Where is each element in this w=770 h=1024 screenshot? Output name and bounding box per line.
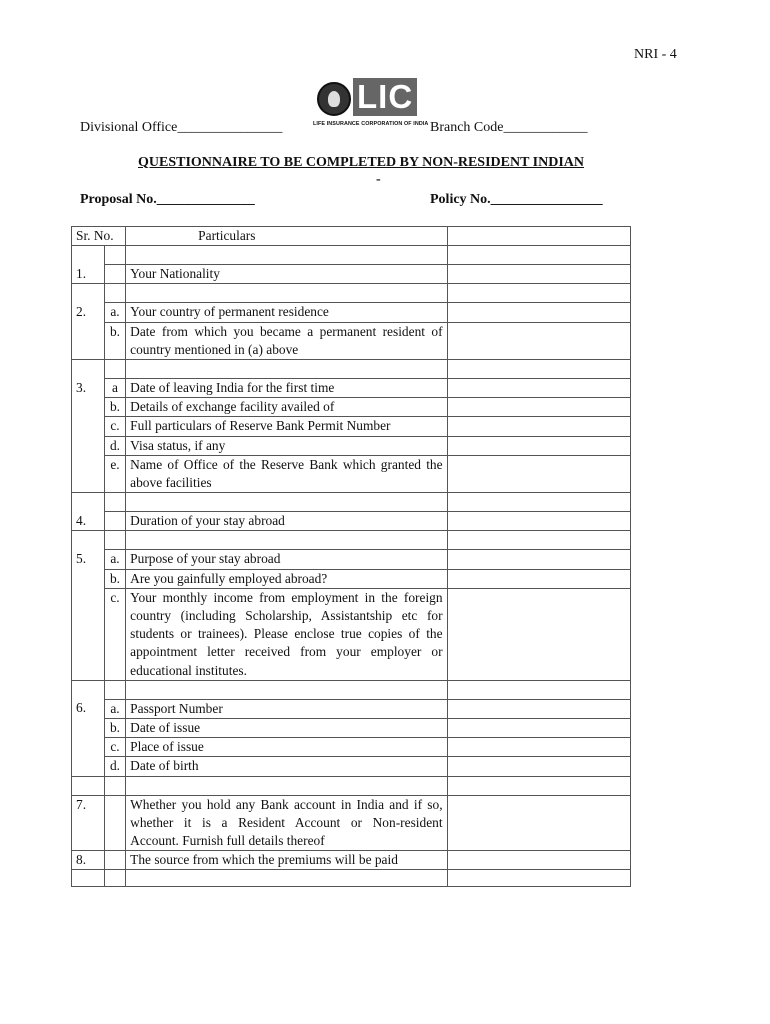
logo-subtitle: LIFE INSURANCE CORPORATION OF INDIA — [313, 121, 429, 127]
spacer-cell — [126, 531, 447, 550]
answer-cell[interactable] — [447, 455, 630, 492]
policy-no-field[interactable]: Policy No.________________ — [430, 192, 603, 207]
sub-label-cell: a. — [104, 550, 125, 569]
spacer-cell — [126, 246, 447, 265]
question-cell: Your monthly income from employment in the foreign country (including Scholarship, Assistantship etc for students or trainees). Please enclose true copies of the appointment letter received from your employer or educational institutes. — [126, 588, 447, 680]
lic-logo — [313, 78, 429, 134]
sub-label-cell: b. — [104, 569, 125, 588]
spacer-cell — [447, 531, 630, 550]
spacer-cell — [126, 360, 447, 379]
spacer-cell — [447, 246, 630, 265]
sub-label-cell: d. — [104, 436, 125, 455]
header-particulars: Particulars — [126, 227, 447, 246]
divisional-office-field[interactable]: Divisional Office_______________ — [80, 120, 283, 135]
sub-label-cell: a. — [104, 303, 125, 322]
answer-cell[interactable] — [447, 588, 630, 680]
spacer-cell — [104, 680, 125, 699]
answer-cell[interactable] — [447, 738, 630, 757]
spacer-cell — [447, 360, 630, 379]
sub-label-cell: c. — [104, 588, 125, 680]
table-row — [72, 757, 631, 776]
end-cell — [126, 870, 447, 887]
spacer-cell — [104, 776, 125, 795]
sub-label-cell: b. — [104, 398, 125, 417]
sub-label-cell: b. — [104, 322, 125, 359]
spacer-row — [72, 493, 631, 512]
sr-no-cell: 6. — [72, 699, 105, 776]
end-cell — [72, 870, 105, 887]
title-dash: - — [376, 172, 381, 187]
spacer-cell — [447, 493, 630, 512]
table-row — [72, 379, 631, 398]
question-cell: The source from which the premiums will be paid — [126, 851, 447, 870]
spacer-row — [72, 284, 631, 303]
spacer-cell — [126, 680, 447, 699]
sub-label-cell: a — [104, 379, 125, 398]
answer-cell[interactable] — [447, 303, 630, 322]
answer-cell[interactable] — [447, 757, 630, 776]
spacer-cell — [126, 776, 447, 795]
question-cell: Date of issue — [126, 719, 447, 738]
spacer-cell — [72, 531, 105, 550]
answer-cell[interactable] — [447, 569, 630, 588]
question-cell: Details of exchange facility availed of — [126, 398, 447, 417]
spacer-cell — [447, 284, 630, 303]
answer-cell[interactable] — [447, 436, 630, 455]
question-cell: Visa status, if any — [126, 436, 447, 455]
table-row — [72, 550, 631, 569]
spacer-cell — [126, 284, 447, 303]
spacer-cell — [104, 493, 125, 512]
spacer-row — [72, 680, 631, 699]
table-row — [72, 738, 631, 757]
sub-label-cell — [104, 851, 125, 870]
table-row — [72, 699, 631, 718]
table-end-row — [72, 870, 631, 887]
spacer-cell — [104, 360, 125, 379]
question-cell: Purpose of your stay abroad — [126, 550, 447, 569]
table-row — [72, 512, 631, 531]
question-cell: Your Nationality — [126, 265, 447, 284]
sub-label-cell — [104, 795, 125, 851]
header-answer — [447, 227, 630, 246]
question-cell: Date of leaving India for the first time — [126, 379, 447, 398]
sub-label-cell — [104, 512, 125, 531]
spacer-row — [72, 360, 631, 379]
table-row — [72, 569, 631, 588]
answer-cell[interactable] — [447, 550, 630, 569]
questionnaire-table — [71, 226, 631, 887]
spacer-cell — [447, 680, 630, 699]
answer-cell[interactable] — [447, 417, 630, 436]
table-row — [72, 455, 631, 492]
question-cell: Your country of permanent residence — [126, 303, 447, 322]
spacer-cell — [72, 680, 105, 699]
sr-no-cell: 3. — [72, 379, 105, 493]
spacer-row — [72, 776, 631, 795]
question-cell: Passport Number — [126, 699, 447, 718]
sub-label-cell: c. — [104, 738, 125, 757]
table-row — [72, 398, 631, 417]
spacer-cell — [126, 493, 447, 512]
answer-cell[interactable] — [447, 322, 630, 359]
spacer-cell — [104, 246, 125, 265]
sub-label-cell: d. — [104, 757, 125, 776]
spacer-cell — [72, 493, 105, 512]
question-cell: Whether you hold any Bank account in India and if so, whether it is a Resident Account or Non-resident Account. Furnish full details thereof — [126, 795, 447, 851]
table-row — [72, 436, 631, 455]
sub-label-cell — [104, 265, 125, 284]
spacer-cell — [72, 284, 105, 303]
spacer-cell — [72, 776, 105, 795]
table-row — [72, 588, 631, 680]
spacer-cell — [447, 776, 630, 795]
proposal-no-field[interactable]: Proposal No.______________ — [80, 192, 255, 207]
table-row — [72, 265, 631, 284]
form-reference: NRI - 4 — [634, 47, 677, 62]
sub-label-cell: e. — [104, 455, 125, 492]
table-row — [72, 795, 631, 851]
spacer-cell — [72, 360, 105, 379]
sr-no-cell: 2. — [72, 303, 105, 360]
answer-cell[interactable] — [447, 795, 630, 851]
question-cell: Date of birth — [126, 757, 447, 776]
question-cell: Duration of your stay abroad — [126, 512, 447, 531]
branch-code-field[interactable]: Branch Code____________ — [430, 120, 588, 135]
answer-cell[interactable] — [447, 379, 630, 398]
question-cell: Name of Office of the Reserve Bank which granted the above facilities — [126, 455, 447, 492]
sr-no-cell: 7. — [72, 795, 105, 851]
table-row — [72, 322, 631, 359]
sub-label-cell: a. — [104, 699, 125, 718]
question-cell: Are you gainfully employed abroad? — [126, 569, 447, 588]
answer-cell[interactable] — [447, 265, 630, 284]
answer-cell[interactable] — [447, 512, 630, 531]
end-cell — [104, 870, 125, 887]
table-row — [72, 851, 631, 870]
answer-cell[interactable] — [447, 398, 630, 417]
question-cell: Full particulars of Reserve Bank Permit Number — [126, 417, 447, 436]
page-title: QUESTIONNAIRE TO BE COMPLETED BY NON-RESIDENT INDIAN — [138, 155, 585, 170]
sr-no-cell: 1. — [72, 265, 105, 284]
table-row — [72, 303, 631, 322]
table-row — [72, 719, 631, 738]
answer-cell[interactable] — [447, 719, 630, 738]
answer-cell[interactable] — [447, 851, 630, 870]
lic-emblem-icon — [317, 82, 351, 116]
spacer-cell — [104, 284, 125, 303]
question-cell: Date from which you became a permanent resident of country mentioned in (a) above — [126, 322, 447, 359]
table-row — [72, 417, 631, 436]
table-header-row — [72, 227, 631, 246]
question-cell: Place of issue — [126, 738, 447, 757]
logo-text: LIC — [353, 78, 417, 116]
spacer-row — [72, 531, 631, 550]
header-sr-no: Sr. No. — [72, 227, 126, 246]
spacer-row — [72, 246, 631, 265]
sr-no-cell: 8. — [72, 851, 105, 870]
answer-cell[interactable] — [447, 699, 630, 718]
sub-label-cell: c. — [104, 417, 125, 436]
sr-no-cell: 5. — [72, 550, 105, 680]
spacer-cell — [72, 246, 105, 265]
spacer-cell — [104, 531, 125, 550]
sub-label-cell: b. — [104, 719, 125, 738]
sr-no-cell: 4. — [72, 512, 105, 531]
end-cell[interactable] — [447, 870, 630, 887]
